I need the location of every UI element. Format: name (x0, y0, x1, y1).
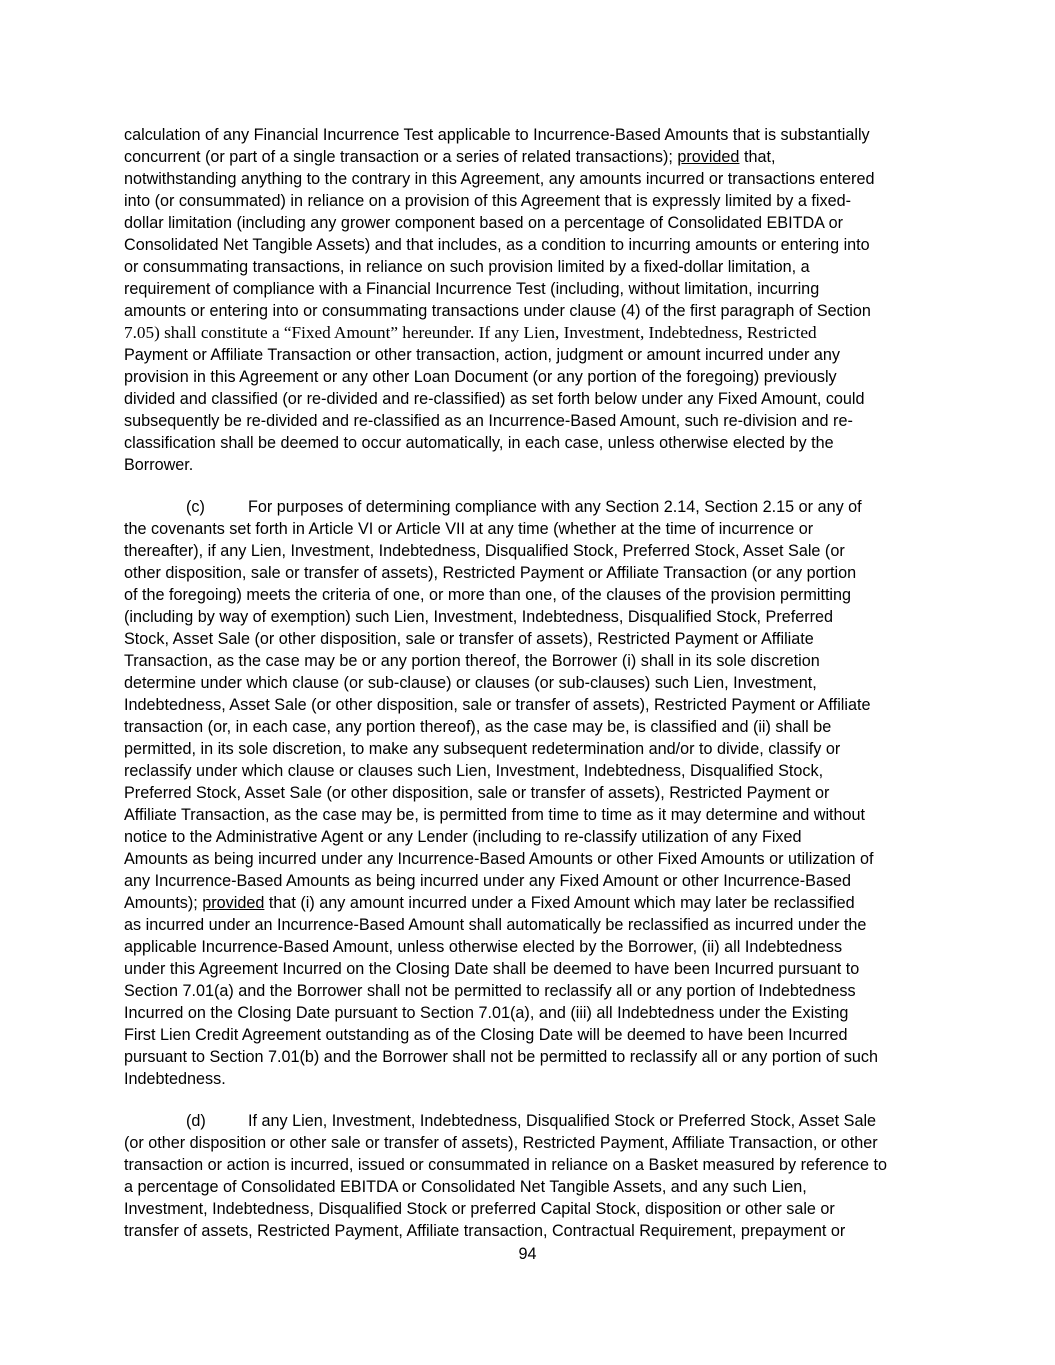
provided-underlined: provided (677, 148, 740, 166)
text-line: permitted, in its sole discretion, to make any subsequent redetermination and/or to divide, classify or (124, 740, 841, 758)
text-line: into (or consummated) in reliance on a provision of this Agreement that is expressly limited by a fixed- (124, 192, 851, 210)
text-line: Indebtedness. (124, 1070, 226, 1088)
text-line: Incurred on the Closing Date pursuant to Section 7.01(a), and (iii) all Indebtedness under the Existing (124, 1004, 849, 1022)
provided-underlined: provided (202, 894, 265, 912)
paragraph-label: (c) (186, 498, 205, 516)
text-line: divided and classified (or re-divided and re-classified) as set forth below under any Fixed Amount, could (124, 390, 865, 408)
text-line: Section 7.01(a) and the Borrower shall not be permitted to reclassify all or any portion of Indebtedness (124, 982, 856, 1000)
text-line: 7.05) shall constitute a “Fixed Amount” hereunder. If any Lien, Investment, Indebtedness, Restricted (124, 323, 817, 342)
text-line (186, 496, 862, 518)
text-line: dollar limitation (including any grower component based on a percentage of Consolidated EBITDA or (124, 214, 843, 232)
text-line: provision in this Agreement or any other Loan Document (or any portion of the foregoing) previously (124, 368, 837, 386)
text-line: of the foregoing) meets the criteria of one, or more than one, of the clauses of the provision permitting (124, 586, 852, 604)
text-line: applicable Incurrence-Based Amount, unless otherwise elected by the Borrower, (ii) all Indebtedness (124, 938, 843, 956)
text-line: pursuant to Section 7.01(b) and the Borrower shall not be permitted to reclassify all or any portion of such (124, 1048, 879, 1066)
text-line: Indebtedness, Asset Sale (or other disposition, sale or transfer of assets), Restricted Payment or Affiliate (124, 696, 871, 714)
text-line (124, 892, 855, 914)
text-line: or consummating transactions, in reliance on such provision limited by a fixed-dollar limitation, a (124, 258, 810, 276)
text-span: concurrent (or part of a single transaction or a series of related transactions); (124, 148, 678, 166)
text-line: thereafter), if any Lien, Investment, Indebtedness, Disqualified Stock, Preferred Stock, Asset Sale (or (124, 542, 845, 560)
text-line: transfer of assets, Restricted Payment, Affiliate transaction, Contractual Requirement, prepayment or (124, 1222, 846, 1240)
text-line: amounts or entering into or consummating transactions under clause (4) of the first paragraph of Section (124, 302, 871, 320)
text-span: that (i) any amount incurred under a Fixed Amount which may later be reclassified (264, 894, 855, 912)
text-line: as incurred under an Incurrence-Based Amount shall automatically be reclassified as incurred under the (124, 916, 867, 934)
text-line (186, 1110, 876, 1132)
text-line: subsequently be re-divided and re-classified as an Incurrence-Based Amount, such re-division and re- (124, 412, 853, 430)
text-line: the covenants set forth in Article VI or Article VII at any time (whether at the time of incurrence or (124, 520, 814, 538)
text-span: If any Lien, Investment, Indebtedness, Disqualified Stock or Preferred Stock, Asset Sale (248, 1112, 877, 1130)
text-line: determine under which clause (or sub-clause) or clauses (or sub-clauses) such Lien, Investment, (124, 674, 817, 692)
text-line: Stock, Asset Sale (or other disposition, sale or transfer of assets), Restricted Payment or Affiliate (124, 630, 814, 648)
text-line: a percentage of Consolidated EBITDA or Consolidated Net Tangible Assets, and any such Lien, (124, 1178, 807, 1196)
text-line: Affiliate Transaction, as the case may be, is permitted from time to time as it may determine and without (124, 806, 866, 824)
text-line: Investment, Indebtedness, Disqualified Stock or preferred Capital Stock, disposition or other sale or (124, 1200, 835, 1218)
text-line: classification shall be deemed to occur automatically, in each case, unless otherwise elected by the (124, 434, 834, 452)
text-line: any Incurrence-Based Amounts as being incurred under any Fixed Amount or other Incurrence-Based (124, 872, 852, 890)
text-line: Borrower. (124, 456, 194, 474)
text-span: For purposes of determining compliance with any Section 2.14, Section 2.15 or any of (248, 498, 862, 516)
text-line: reclassify under which clause or clauses such Lien, Investment, Indebtedness, Disqualified Stock, (124, 762, 824, 780)
text-line: (or other disposition or other sale or transfer of assets), Restricted Payment, Affiliate Transaction, or other (124, 1134, 878, 1152)
text-line: Consolidated Net Tangible Assets) and that includes, as a condition to incurring amounts or entering into (124, 236, 870, 254)
text-line: other disposition, sale or transfer of assets), Restricted Payment or Affiliate Transaction (or any portion (124, 564, 857, 582)
text-line: First Lien Credit Agreement outstanding as of the Closing Date will be deemed to have been Incurred (124, 1026, 848, 1044)
text-line: Amounts as being incurred under any Incurrence-Based Amounts or other Fixed Amounts or utilization of (124, 850, 874, 868)
text-span: that, (739, 148, 776, 166)
text-line: (including by way of exemption) such Lien, Investment, Indebtedness, Disqualified Stock, Preferred (124, 608, 834, 626)
text-line: under this Agreement Incurred on the Closing Date shall be deemed to have been Incurred pursuant to (124, 960, 860, 978)
text-line: Payment or Affiliate Transaction or other transaction, action, judgment or amount incurred under any (124, 346, 840, 364)
text-line: requirement of compliance with a Financial Incurrence Test (including, without limitation, incurring (124, 280, 820, 298)
text-line: transaction (or, in each case, any portion thereof), as the case may be, is classified and (ii) shall be (124, 718, 832, 736)
text-line: Preferred Stock, Asset Sale (or other disposition, sale or transfer of assets), Restricted Payment or (124, 784, 830, 802)
text-line (124, 146, 775, 168)
text-line: transaction or action is incurred, issued or consummated in reliance on a Basket measured by reference to (124, 1156, 888, 1174)
text-line: notwithstanding anything to the contrary in this Agreement, any amounts incurred or transactions entered (124, 170, 875, 188)
text-line: calculation of any Financial Incurrence Test applicable to Incurrence-Based Amounts that is substantially (124, 126, 870, 144)
text-span: Amounts); (124, 894, 203, 912)
text-line: Transaction, as the case may be or any portion thereof, the Borrower (i) shall in its sole discretion (124, 652, 820, 670)
text-line: notice to the Administrative Agent or any Lender (including to re-classify utilization of any Fixed (124, 828, 802, 846)
page-number: 94 (518, 1245, 537, 1263)
paragraph-label: (d) (186, 1112, 206, 1130)
